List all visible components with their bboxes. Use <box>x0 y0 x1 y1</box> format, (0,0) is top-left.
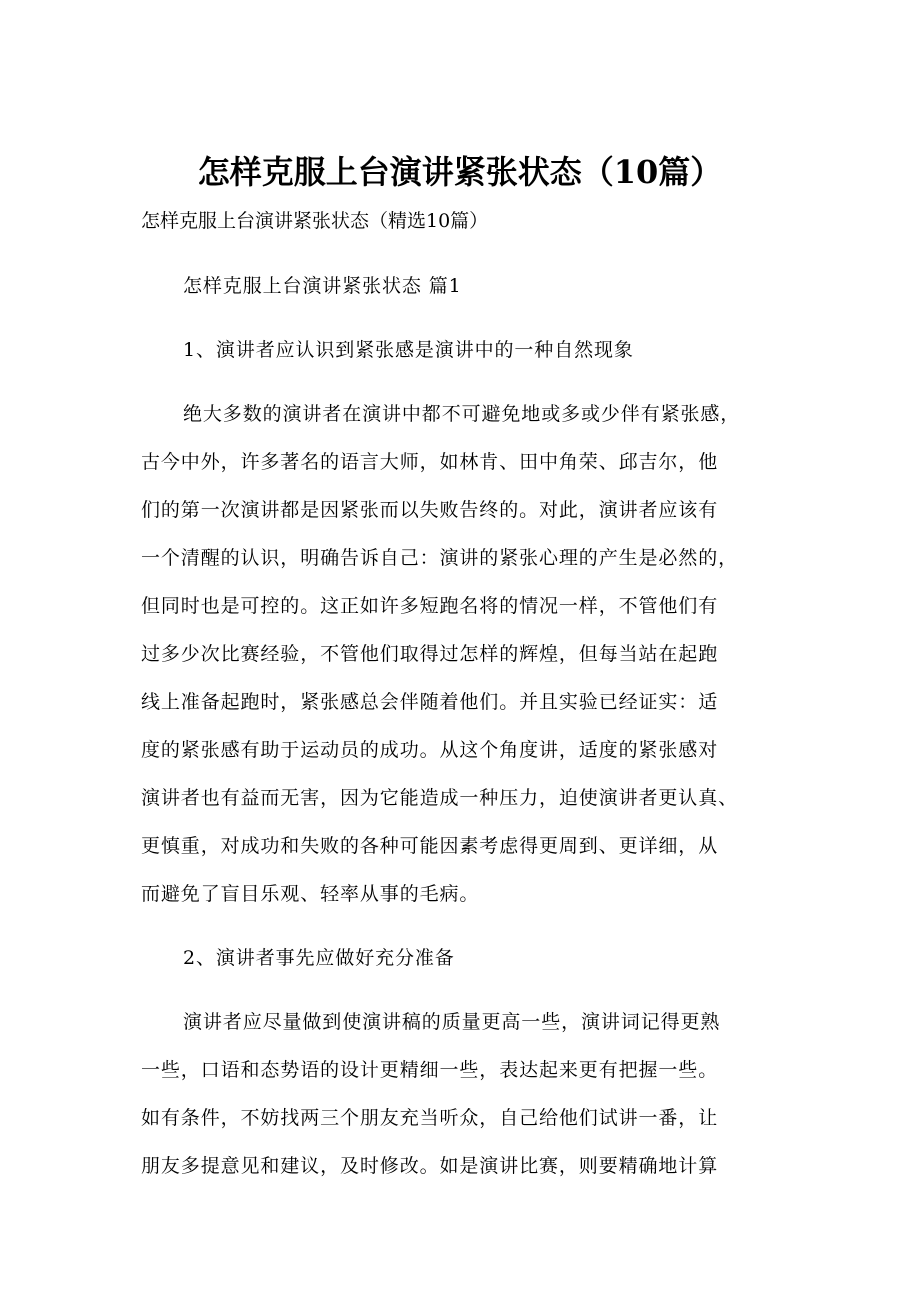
paragraph-line: 一个清醒的认识，明确告诉自己：演讲的紧张心理的产生是必然的， <box>141 547 739 569</box>
paragraph-line: 绝大多数的演讲者在演讲中都不可避免地或多或少伴有紧张感， <box>183 403 741 425</box>
paragraph-line: 如有条件，不妨找两三个朋友充当听众，自己给他们试讲一番，让 <box>141 1107 719 1129</box>
paragraph-line: 度的紧张感有助于运动员的成功。从这个角度讲，适度的紧张感对 <box>141 739 719 761</box>
paragraph-line: 而避免了盲目乐观、轻率从事的毛病。 <box>141 883 480 905</box>
point-heading: 2、演讲者事先应做好充分准备 <box>183 947 455 969</box>
paragraph-line: 更慎重，对成功和失败的各种可能因素考虑得更周到、更详细，从 <box>141 835 719 857</box>
document-title: 怎样克服上台演讲紧张状态（10篇） <box>197 153 723 191</box>
paragraph-line: 但同时也是可控的。这正如许多短跑名将的情况一样，不管他们有 <box>141 595 719 617</box>
paragraph-line: 一些，口语和态势语的设计更精细一些，表达起来更有把握一些。 <box>141 1059 719 1081</box>
paragraph-line: 古今中外，许多著名的语言大师，如林肯、田中角荣、邱吉尔，他 <box>141 451 719 473</box>
point-heading: 1、演讲者应认识到紧张感是演讲中的一种自然现象 <box>183 339 634 361</box>
document-subtitle: 怎样克服上台演讲紧张状态（精选10篇） <box>141 210 489 232</box>
paragraph-line: 演讲者应尽量做到使演讲稿的质量更高一些，演讲词记得更熟 <box>183 1011 721 1033</box>
paragraph-line: 线上准备起跑时，紧张感总会伴随着他们。并且实验已经证实：适 <box>141 691 719 713</box>
paragraph-line: 朋友多提意见和建议，及时修改。如是演讲比赛，则要精确地计算 <box>141 1155 719 1177</box>
section-heading: 怎样克服上台演讲紧张状态 篇1 <box>183 275 462 297</box>
paragraph-line: 过多少次比赛经验，不管他们取得过怎样的辉煌，但每当站在起跑 <box>141 643 719 665</box>
paragraph-line: 演讲者也有益而无害，因为它能造成一种压力，迫使演讲者更认真、 <box>141 787 739 809</box>
paragraph-line: 们的第一次演讲都是因紧张而以失败告终的。对此，演讲者应该有 <box>141 499 719 521</box>
